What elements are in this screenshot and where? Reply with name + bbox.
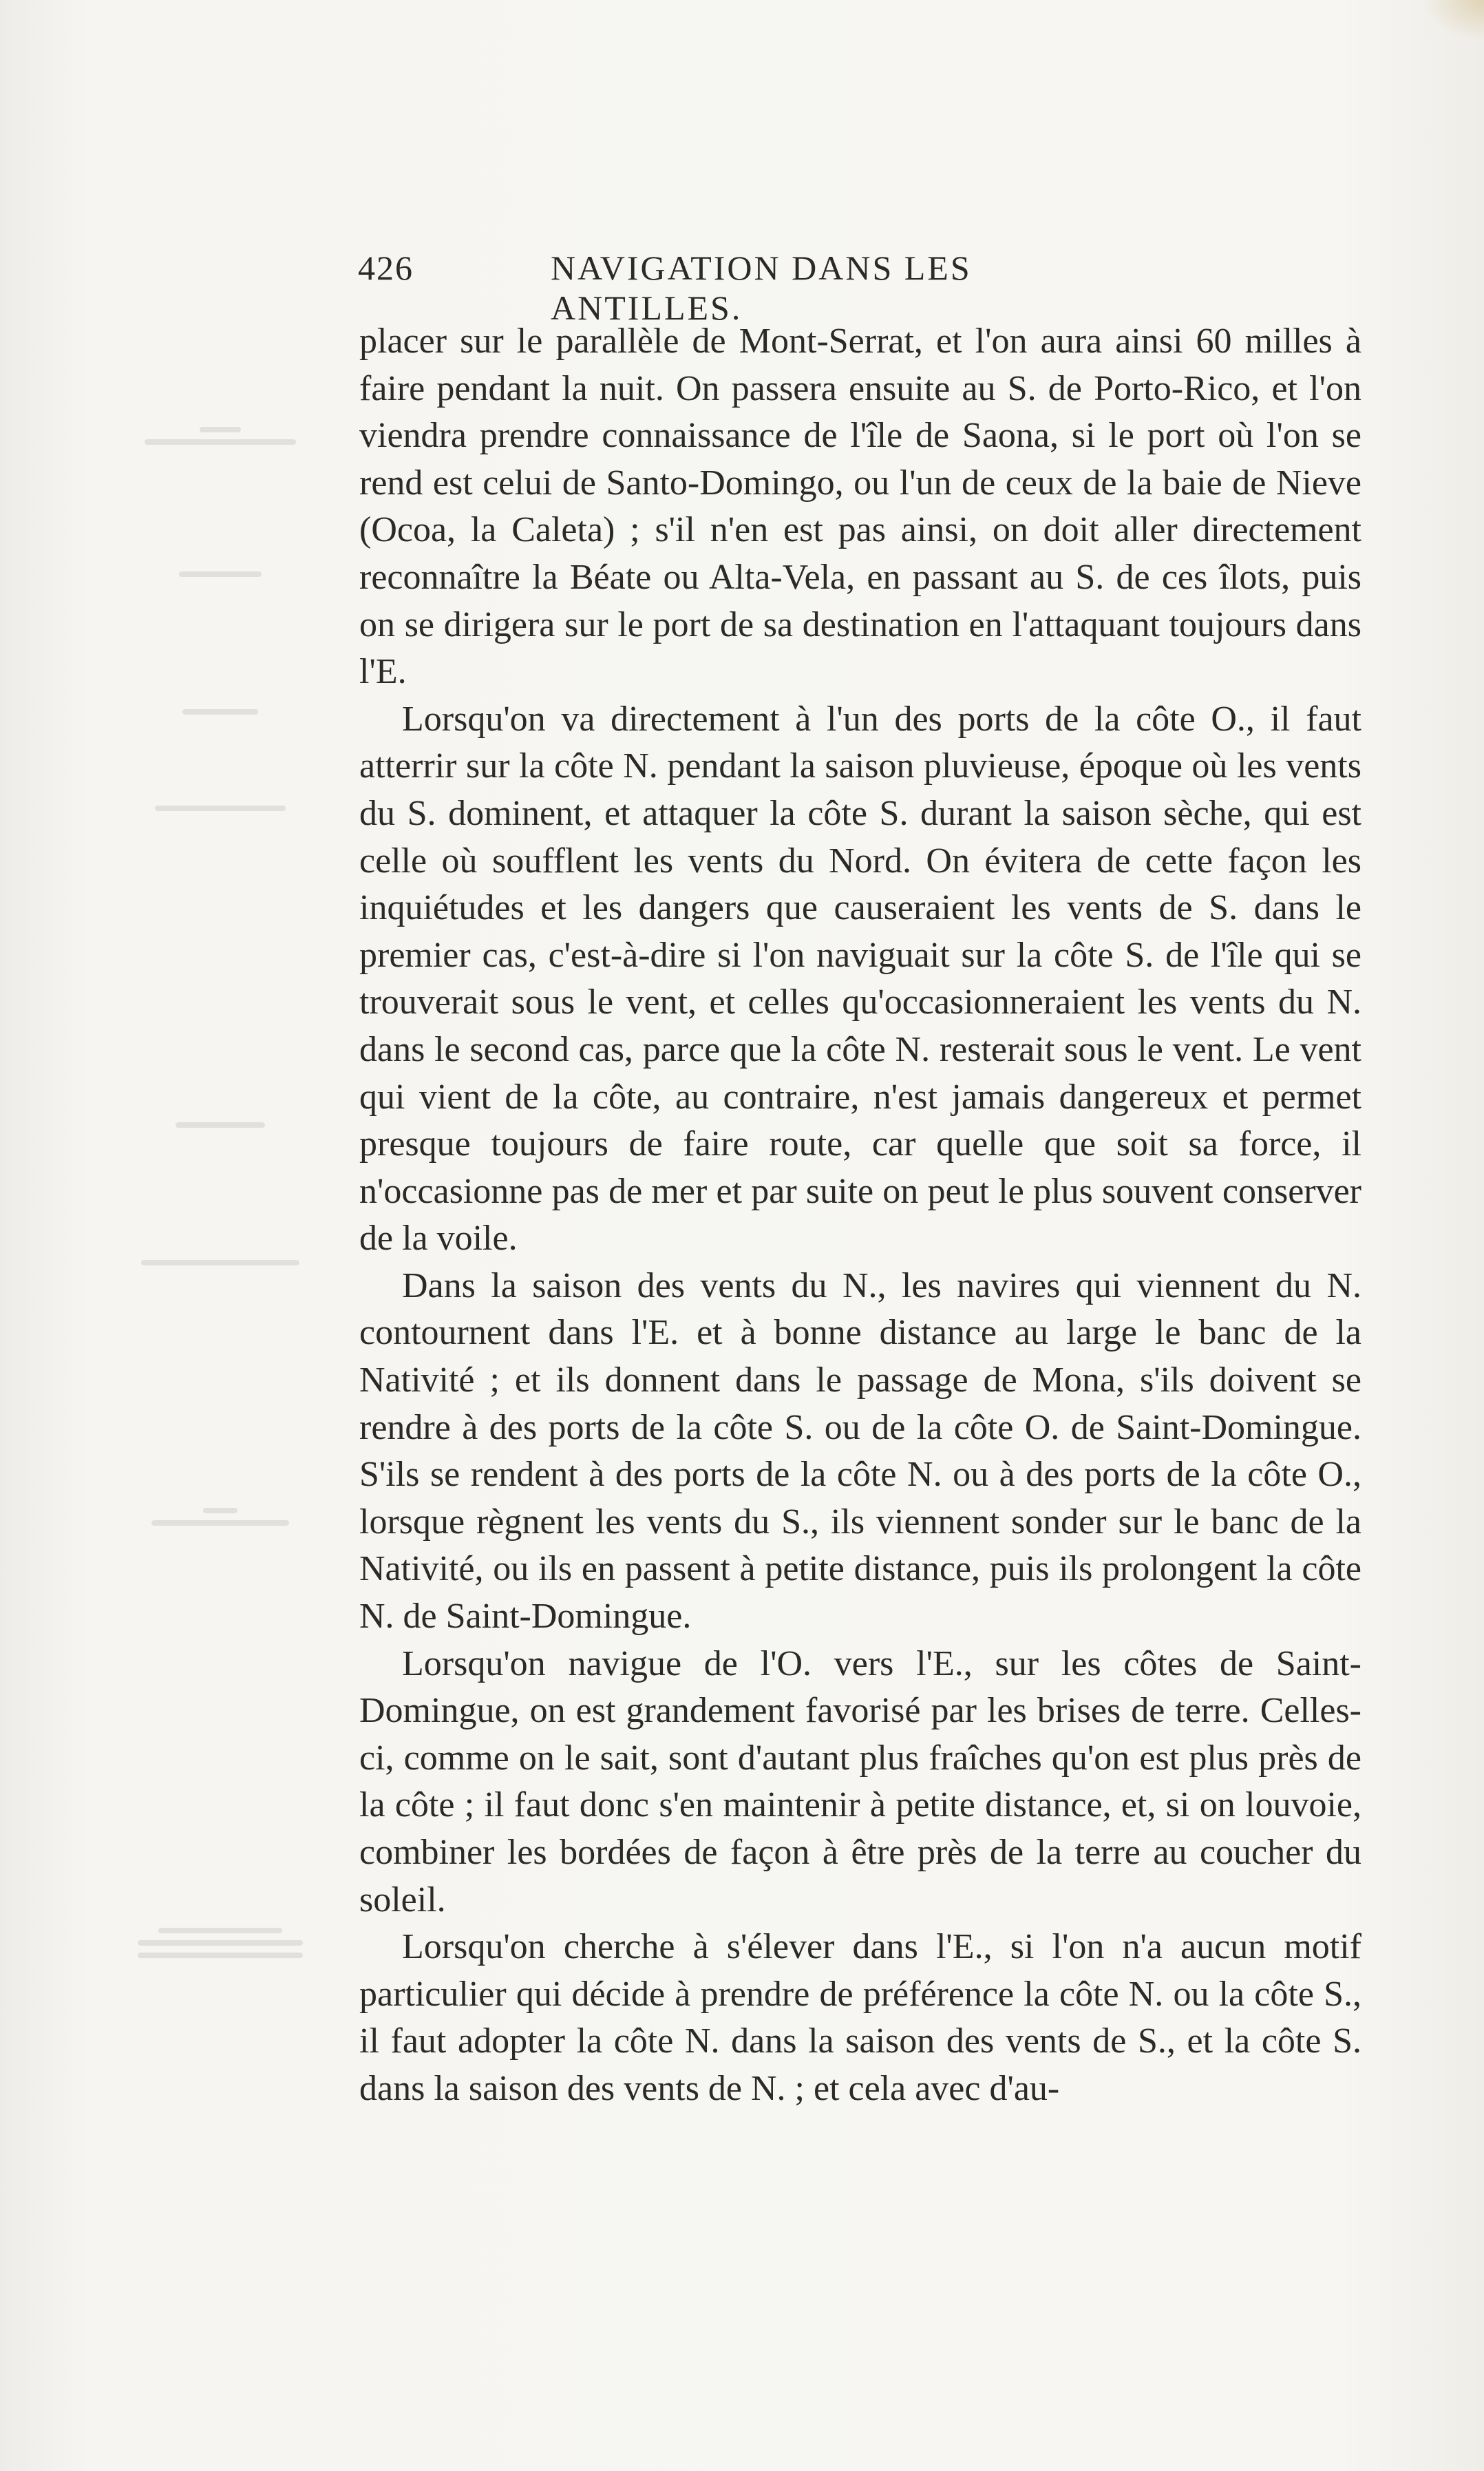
- bleed-through-mark: [117, 799, 324, 840]
- bleed-through-mark: [117, 565, 324, 606]
- paragraph: placer sur le parallèle de Mont-Serrat, et l'on aura ainsi 60 milles à faire pendant la nuit. On passera ensuite au S. de Porto-Rico, et l'on viendra prendre connaissance de l'île de Saona, si le port où l'on se rend est celui de Santo-Domingo, ou l'un de ceux de la baie de Nieve (Ocoa, la Caleta) ; s'il n'en est pas ainsi, on doit aller directement reconnaître la Béate ou Alta-Vela, en passant au S. de ces îlots, puis on se dirigera sur le port de sa destination en l'attaquant toujours dans l'E.: [359, 322, 1361, 692]
- page-number: 426: [358, 249, 414, 287]
- running-title: NAVIGATION DANS LES ANTILLES.: [551, 249, 972, 327]
- body-text: [359, 318, 1361, 2113]
- paragraph: Lorsqu'on cherche à s'élever dans l'E., si l'on n'a aucun motif particulier qui décide à prendre de préférence la côte N. ou la côte S., il faut adopter la côte N. dans la saison des vents de S., et la côte S. dans la saison des vents de N. ; et cela avec d'au-: [359, 1927, 1361, 2108]
- paper-stain: [1422, 0, 1484, 41]
- bleed-through-mark: [117, 702, 324, 744]
- paragraph: Lorsqu'on navigue de l'O. vers l'E., sur les côtes de Saint-Domingue, on est grandement favorisé par les brises de terre. Celles-ci, comme on le sait, sont d'autant plus fraîches qu'on est plus près de la côte ; il faut donc s'en maintenir à petite distance, et, si on louvoie, combiner les bordées de façon à être près de la terre au coucher du soleil.: [359, 1643, 1361, 1920]
- paragraph: Dans la saison des vents du N., les navires qui viennent du N. contournent dans l'E. et à bonne distance au large le banc de la Nativité ; et ils donnent dans le passage de Mona, s'ils doivent se rendre à des ports de la côte S. ou de la côte O. de Saint-Domingue. S'ils se rendent à des ports de la côte N. ou à des ports de la côte O., lorsque règnent les vents du S., ils viennent sonder sur le banc de la Nativité, ou ils en passent à petite distance, puis ils prolongent la côte N. de Saint-Domingue.: [359, 1265, 1361, 1637]
- paragraph: Lorsqu'on va directement à l'un des ports de la côte O., il faut atterrir sur la côte N. pendant la saison pluvieuse, époque où les vents du S. dominent, et attaquer la côte S. durant la saison sèche, qui est celle où soufflent les vents du Nord. On évitera de cette façon les inquiétudes et les dangers que causeraient les vents de S. dans le premier cas, c'est-à-dire si l'on naviguait sur la côte S. de l'île qui se trouverait sous le vent, et celles qu'occasionneraient les vents du N. dans le second cas, parce que la côte N. resterait sous le vent. Le vent qui vient de la côte, au contraire, n'est jamais dangereux et permet presque toujours de faire route, car quelle que soit sa force, il n'occasionne pas de mer et par suite on peut le plus souvent conserver de la voile.: [359, 699, 1361, 1259]
- bleed-through-mark: [117, 1921, 324, 1962]
- bleed-through-mark: [117, 420, 324, 461]
- bleed-through-mark: [117, 1115, 324, 1157]
- bleed-through-mark: [117, 1501, 324, 1542]
- running-header: [358, 248, 1170, 327]
- bleed-through-mark: [117, 1253, 324, 1294]
